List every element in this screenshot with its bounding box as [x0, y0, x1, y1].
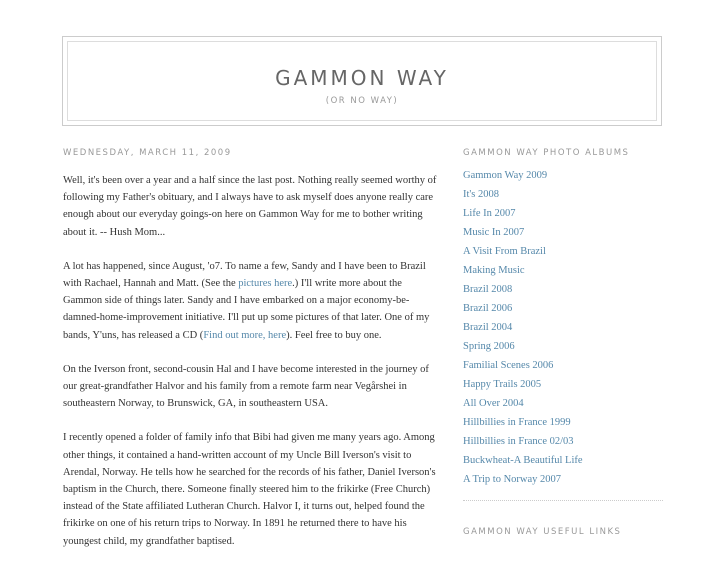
blog-header-inner	[67, 41, 657, 121]
post-paragraph-1: Well, it's been over a year and a half since the last post. Nothing really seemed worthy of following my Father's obituary, and I always have to ask myself does anyone really care enough about our everyday goings-on here on Gammon Way for me to bother writing about it. -- Hush Mom...	[63, 175, 437, 238]
album-link[interactable]: Brazil 2004	[463, 322, 513, 333]
photo-albums-heading: GAMMON WAY PHOTO ALBUMS	[463, 148, 630, 158]
album-link[interactable]: Brazil 2006	[463, 303, 513, 314]
album-link[interactable]: Buckwheat-A Beautiful Life	[463, 455, 583, 466]
post-paragraph-2	[63, 258, 438, 344]
useful-links-section	[463, 527, 663, 545]
blog-title[interactable]: GAMMON WAY	[275, 66, 449, 90]
album-link[interactable]: Hillbillies in France 02/03	[463, 436, 574, 447]
album-link[interactable]: Gammon Way 2009	[463, 170, 548, 181]
album-link[interactable]: Happy Trails 2005	[463, 379, 542, 390]
find-out-more-link[interactable]: Find out more, here	[203, 329, 287, 341]
main-content	[63, 148, 438, 567]
post-text: A lot has happened, since August, 'o7. To name a few, Sandy and I have been to Brazil with Rachael, Hannah and Matt. (See the	[63, 260, 426, 290]
blog-header	[62, 36, 662, 126]
album-link[interactable]: A Visit From Brazil	[463, 246, 546, 257]
album-link[interactable]: All Over 2004	[463, 398, 524, 409]
post-text: ). Feel free to buy one.	[286, 329, 382, 341]
post-text: .) I'll write more about the Gammon side of things later. Sandy and I have embarked on a major economy-be-damned-home-improvement initiative. I'll put up some pictures of that later. One of my bands, Y'uns, has released a CD (	[63, 278, 430, 341]
useful-links-heading: GAMMON WAY USEFUL LINKS	[463, 527, 622, 537]
album-link[interactable]: Hillbillies in France 1999	[463, 417, 571, 428]
post-date: WEDNESDAY, MARCH 11, 2009	[63, 148, 232, 158]
album-link[interactable]: Brazil 2008	[463, 284, 513, 295]
sidebar	[463, 148, 663, 489]
album-link[interactable]: Music In 2007	[463, 227, 525, 238]
album-link[interactable]: Life In 2007	[463, 208, 516, 219]
blog-description: (OR NO WAY)	[325, 96, 399, 106]
photo-albums-list	[463, 166, 663, 489]
album-link[interactable]: Familial Scenes 2006	[463, 360, 554, 371]
sidebar-divider	[463, 500, 663, 501]
post-paragraph-3: On the Iverson front, second-cousin Hal and I have become interested in the journey of our great-grandfather Halvor and his family from a remote farm near Vegårshei in southeastern Norway, to Brunswick, GA, in southeastern USA.	[63, 363, 429, 410]
pictures-link[interactable]: pictures here	[238, 278, 293, 290]
album-link[interactable]: Spring 2006	[463, 341, 515, 352]
post-body	[63, 172, 438, 550]
album-link[interactable]: Making Music	[463, 265, 525, 276]
post-paragraph-4: I recently opened a folder of family info that Bibi had given me many years ago. Among other things, it contained a hand-written account of my Uncle Bill Iverson's visit to Arendal, Norway. He tells how he searched for the records of his father, Daniel Iverson's baptism in the Church, there. Someone finally steered him to the frikirke (Free Church) instead of the State affiliated Lutheran Church. Halvor I, it turns out, helped found the frikirke on one of his return trips to Norway. In 1891 he returned there to have his youngest child, my grandfather baptised.	[63, 432, 436, 547]
album-link[interactable]: A Trip to Norway 2007	[463, 474, 562, 485]
album-link[interactable]: It's 2008	[463, 189, 500, 200]
